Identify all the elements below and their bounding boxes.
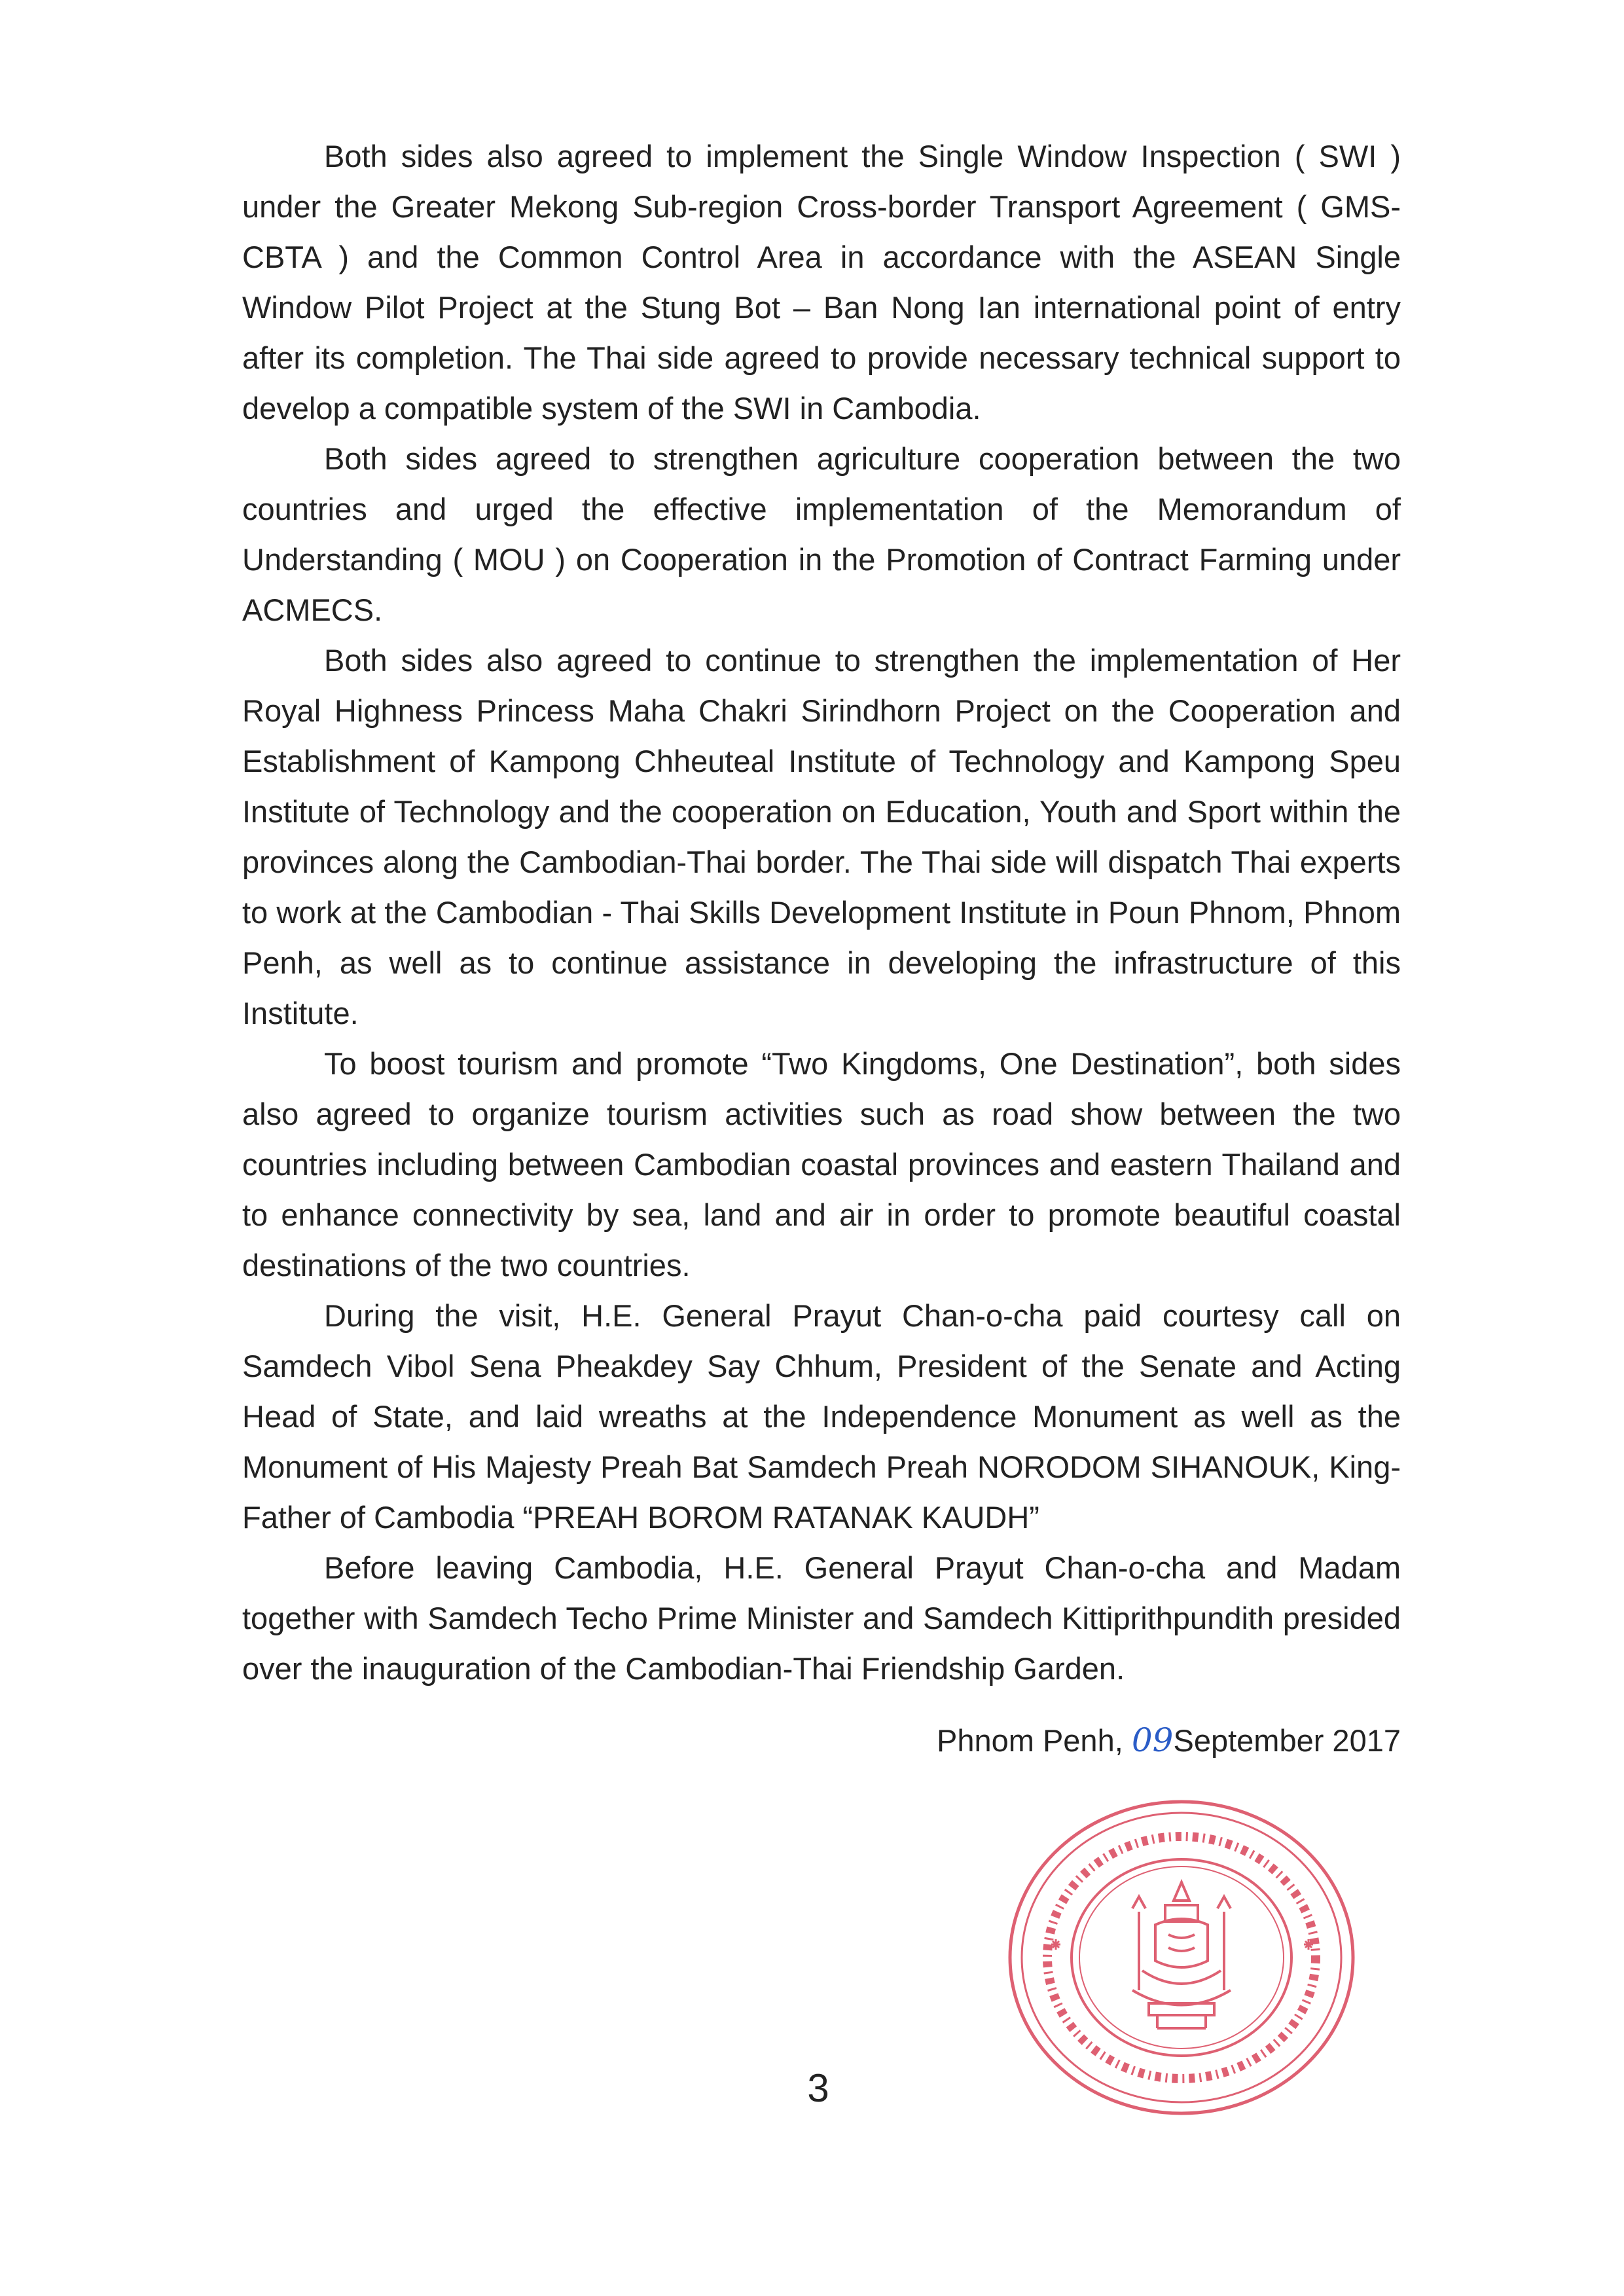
paragraph-friendship-garden: Before leaving Cambodia, H.E. General Prayut Chan-o-cha and Madam together with Samdech Techo Prime Minister and Samdech Kittiprithpundith presided over the inauguration of the Cambodian-Thai Friendship Garden. — [242, 1550, 1401, 1686]
official-seal-icon — [1001, 1794, 1362, 2121]
handwritten-day: 09 — [1131, 1721, 1174, 1759]
paragraph-tourism: To boost tourism and promote “Two Kingdoms, One Destination”, both sides also agreed to organize tourism activities such as road show between the two countries including between Cambodian coastal provinces and eastern Thailand and to enhance connectivity by sea, land and air in order to promote beautiful coastal destinations of the two countries. — [242, 1046, 1401, 1283]
document-body — [242, 131, 1401, 1694]
paragraph-swi: Both sides also agreed to implement the Single Window Inspection ( SWI ) under the Greater Mekong Sub-region Cross-border Transport Agreement ( GMS-CBTA ) and the Common Control Area in accordance with the ASEAN Single Window Pilot Project at the Stung Bot – Ban Nong Ian international point of entry after its completion. The Thai side agreed to provide necessary technical support to develop a compatible system of the SWI in Cambodia. — [242, 139, 1401, 426]
paragraph-agriculture: Both sides agreed to strengthen agriculture cooperation between the two countries and urged the effective implementation of the Memorandum of Understanding ( MOU ) on Cooperation in the Promotion of Contract Farming under ACMECS. — [242, 441, 1401, 627]
paragraph-education: Both sides also agreed to continue to strengthen the implementation of Her Royal Highness Princess Maha Chakri Sirindhorn Project on the Cooperation and Establishment of Kampong Chheuteal Institute of Technology and Kampong Speu Institute of Technology and the cooperation on Education, Youth and Sport within the provinces along the Cambodian-Thai border. The Thai side will dispatch Thai experts to work at the Cambodian - Thai Skills Development Institute in Poun Phnom, Phnom Penh, as well as to continue assistance in developing the infrastructure of this Institute. — [242, 643, 1401, 1030]
place-and-date — [851, 1715, 1401, 1766]
signoff-month-year: September 2017 — [1173, 1723, 1401, 1758]
page-number: 3 — [807, 2066, 829, 2110]
signoff-place: Phnom Penh, — [936, 1723, 1123, 1758]
paragraph-courtesy-call: During the visit, H.E. General Prayut Chan-o-cha paid courtesy call on Samdech Vibol Sena Pheakdey Say Chhum, President of the Senate and Acting Head of State, and laid wreaths at the Independence Monument as well as the Monument of His Majesty Preah Bat Samdech Preah NORODOM SIHANOUK, King-Father of Cambodia “PREAH BOROM RATANAK KAUDH” — [242, 1298, 1401, 1535]
